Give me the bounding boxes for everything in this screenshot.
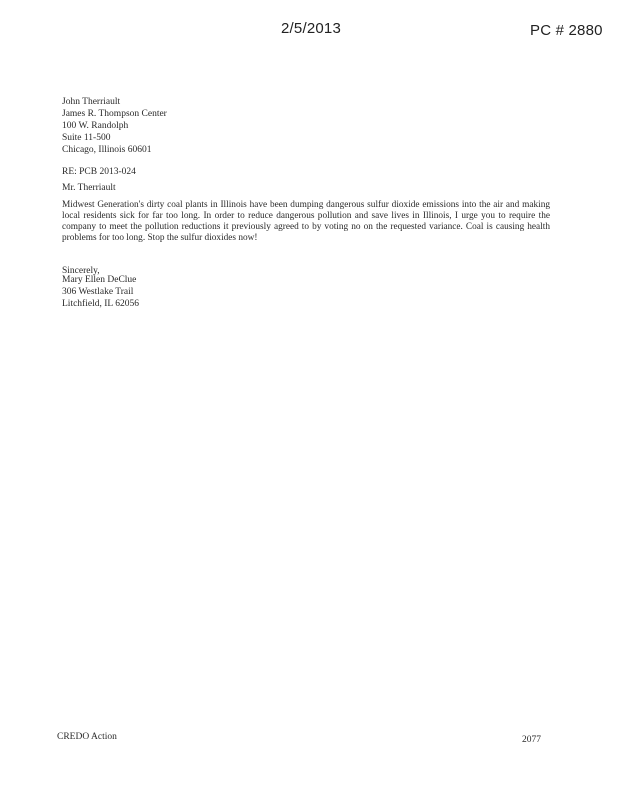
header-pc-number: PC # 2880 [530, 22, 603, 39]
recipient-city: Chicago, Illinois 60601 [62, 145, 152, 155]
footer-page-number: 2077 [522, 735, 541, 745]
sender-city: Litchfield, IL 62056 [62, 299, 139, 309]
header-date: 2/5/2013 [281, 20, 341, 37]
sender-name: Mary Ellen DeClue [62, 275, 137, 285]
re-line: RE: PCB 2013-024 [62, 167, 136, 177]
recipient-street: 100 W. Randolph [62, 121, 129, 131]
closing: Sincerely, [62, 266, 100, 276]
recipient-building: James R. Thompson Center [62, 109, 167, 119]
sender-signature-block [62, 274, 322, 310]
sender-street: 306 Westlake Trail [62, 287, 134, 297]
salutation: Mr. Therriault [62, 183, 116, 193]
recipient-suite: Suite 11-500 [62, 133, 111, 143]
letter-body: Midwest Generation's dirty coal plants in Illinois have been dumping dangerous sulfur dioxide emissions into the air and making local residents sick for far too long. In order to reduce dangerous pollution and save lives in Illinois, I urge you to require the company to meet the pollution reductions it previously agreed to by voting no on the requested variance. Coal is causing health problems for too long. Stop the sulfur dioxides now! [62, 200, 550, 243]
recipient-address [62, 96, 362, 156]
footer-organization: CREDO Action [57, 732, 117, 742]
recipient-name: John Therriault [62, 97, 121, 107]
